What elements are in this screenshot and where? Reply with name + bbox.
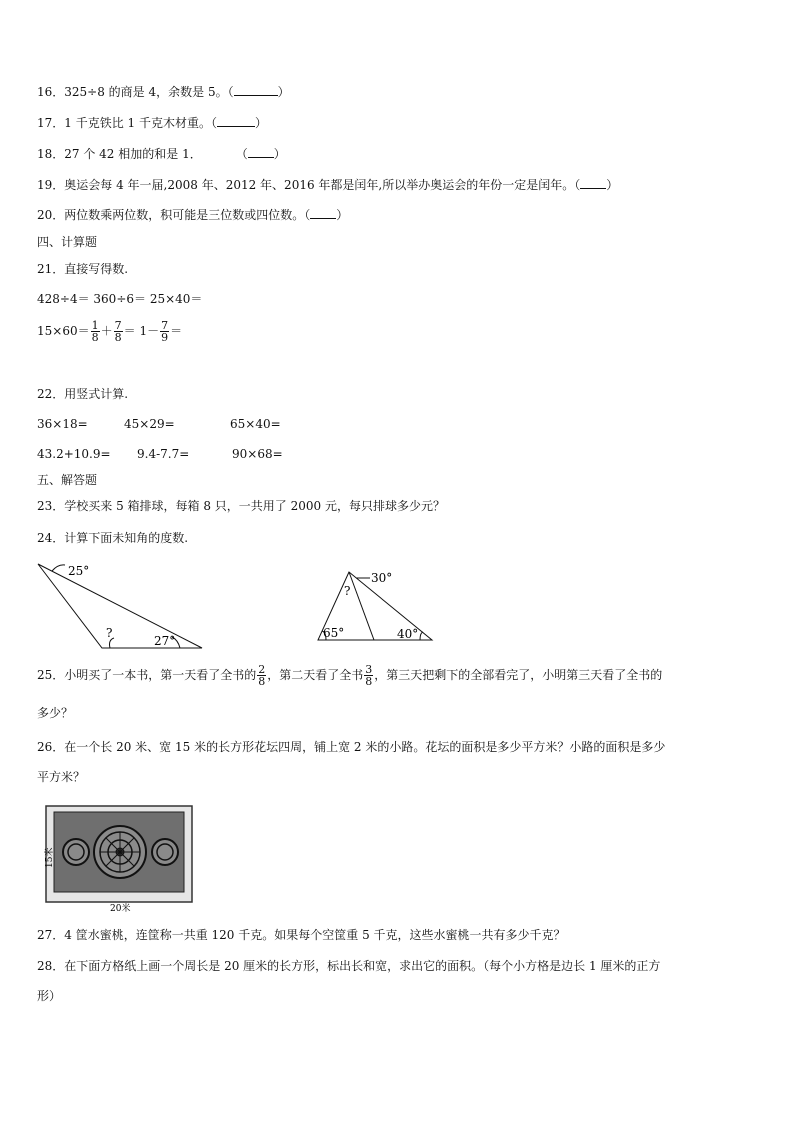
fraction: $\frac{7}{9}$	[161, 319, 169, 344]
fraction: $\frac{1}{8}$	[91, 319, 99, 344]
answer-blank	[580, 177, 606, 189]
question-20-text: 20．两位数乘两位数，积可能是三位数或四位数。（	[37, 208, 311, 222]
calc-item: 65×40=	[230, 417, 281, 431]
question-23: 23．学校买来 5 箱排球，每箱 8 只，一共用了 2000 元，每只排球多少元？	[37, 499, 445, 513]
question-19: 19．奥运会每 4 年一届,2008 年、2012 年、2016 年都是闰年,所以举办奥运会的年份一定是闰年。（ ）	[37, 178, 619, 192]
unknown-angle-label: ?	[106, 626, 113, 640]
calc-item: 90×68=	[232, 447, 283, 461]
question-27: 27．4 筐水蜜桃，连筐称一共重 120 千克。如果每个空筐重 5 千克，这些水蜜桃一共有多少千克？	[37, 928, 566, 942]
angle-label: 30°	[371, 571, 393, 585]
question-21-title: 21．直接写得数.	[37, 262, 129, 276]
garden-figure	[38, 796, 200, 916]
calc-item: 36×18=	[37, 417, 88, 431]
section-heading: 四、计算题	[37, 235, 98, 249]
question-21-row1: 428÷4＝ 360÷6＝ 25×40＝	[37, 292, 203, 306]
question-26-line1: 26．在一个长 20 米、宽 15 米的长方形花坛四周，铺上宽 2 米的小路。花坛的面积是多少平方米？小路的面积是多少	[37, 740, 666, 754]
fraction: $\frac{3}{8}$	[365, 663, 373, 688]
question-28-line2: 形）	[37, 989, 62, 1003]
answer-blank	[310, 207, 336, 219]
question-17-text: 17．1 千克铁比 1 千克木材重。（	[37, 116, 217, 130]
answer-blank	[248, 146, 274, 158]
answer-blank	[217, 115, 255, 127]
flower-bed-center	[94, 826, 146, 878]
calc-item: 43.2+10.9=	[37, 447, 111, 461]
angle-label: 40°	[397, 627, 419, 641]
question-18-text: 18．27 个 42 相加的和是 1．	[37, 147, 202, 161]
width-label: 15米	[45, 847, 55, 868]
triangle-figure-1	[30, 556, 210, 652]
flower-bed-right	[152, 839, 178, 865]
question-25-line2: 多少？	[37, 706, 74, 720]
triangle-figure-2	[312, 562, 442, 646]
section-heading: 五、解答题	[37, 473, 98, 487]
question-21-row2: 15×60＝ $\frac{1}{8}$ ＋ $\frac{7}{8}$ ＝ 1－ $\frac{7}{9}$ ＝	[37, 319, 183, 344]
question-17: 17．1 千克铁比 1 千克木材重。（ ）	[37, 116, 267, 130]
length-label: 20米	[110, 904, 131, 914]
calc-item: 9.4-7.7=	[137, 447, 190, 461]
question-18: 18．27 个 42 相加的和是 1． （ ）	[37, 147, 286, 161]
question-24-title: 24．计算下面未知角的度数.	[37, 531, 189, 545]
unknown-angle-label: ?	[344, 584, 351, 598]
flower-bed-left	[63, 839, 89, 865]
fraction: $\frac{2}{8}$	[258, 663, 266, 688]
answer-blank	[234, 84, 278, 96]
calc-item: 45×29=	[124, 417, 175, 431]
angle-label: 25°	[68, 564, 90, 578]
fraction: $\frac{7}{8}$	[114, 319, 122, 344]
angle-label: 65°	[323, 626, 345, 640]
question-20: 20．两位数乘两位数，积可能是三位数或四位数。（ ）	[37, 208, 349, 222]
angle-label: 27°	[154, 634, 176, 648]
question-26-line2: 平方米？	[37, 770, 86, 784]
question-28-line1: 28．在下面方格纸上画一个周长是 20 厘米的长方形，标出长和宽，求出它的面积。（每个小方格是边长 1 厘米的正方	[37, 959, 661, 973]
question-16-text: 16．325÷8 的商是 4，余数是 5。（	[37, 85, 234, 99]
question-22-title: 22．用竖式计算.	[37, 387, 129, 401]
question-19-text: 19．奥运会每 4 年一届,2008 年、2012 年、2016 年都是闰年,所以举办奥运会的年份一定是闰年。（	[37, 178, 581, 192]
question-16: 16．325÷8 的商是 4，余数是 5。（ ）	[37, 85, 290, 99]
question-25: 25．小明买了一本书，第一天看了全书的 $\frac{2}{8}$ ，第二天看了全书 $\frac{3}{8}$ ，第三天把剩下的全部看完了，小明第三天看了全书的	[37, 663, 663, 688]
